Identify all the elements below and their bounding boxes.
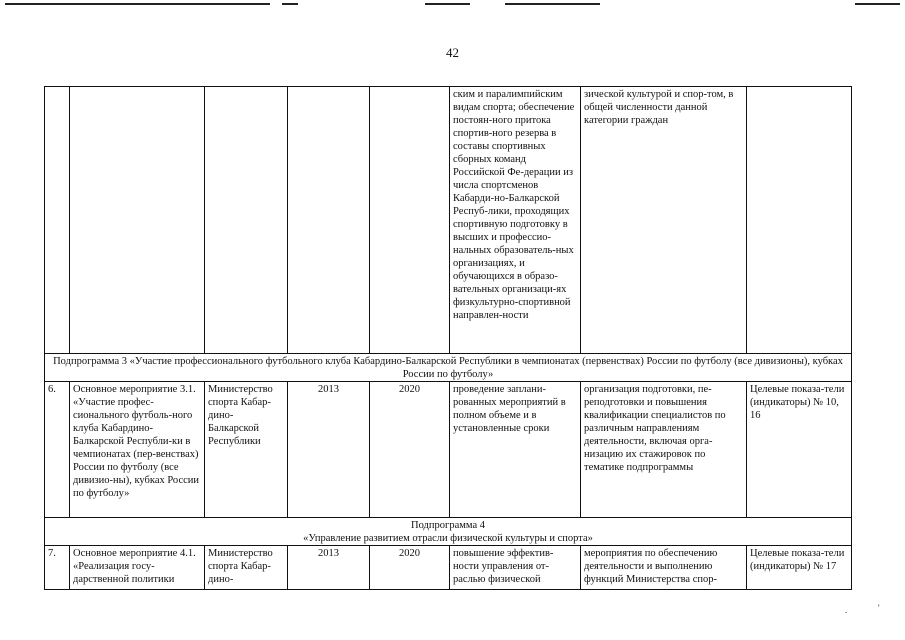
cell-executor [205, 87, 288, 354]
cell-indicators: Целевые показа-тели (индикаторы) № 17 [747, 546, 852, 590]
cell-name [70, 87, 205, 354]
cell-num: 6. [45, 382, 70, 518]
cell-indicators: Целевые показа-тели (индикаторы) № 10, 16 [747, 382, 852, 518]
scan-edge-line [425, 3, 470, 5]
cell-result: проведение заплани-рованных мероприятий в полном объеме и в установленные сроки [450, 382, 581, 518]
subprogram-row [45, 354, 852, 382]
cell-name: Основное мероприятие 3.1. «Участие профес-сионального футболь-ного клуба Кабардино-Балкарской Республи-ки в чемпионатах (пер-венствах) России по футболу (все дивизио-ны), кубках России по футболу» [70, 382, 205, 518]
cell-directions: мероприятия по обеспечению деятельности и выполнению функций Министерства спор- [581, 546, 747, 590]
subprogram-4-name: «Управление развитием отрасли физической культуры и спорта» [303, 533, 593, 544]
table-row [45, 382, 852, 518]
cell-start [288, 87, 370, 354]
cell-executor: Министерство спорта Кабар-дино- [205, 546, 288, 590]
cell-end: 2020 [370, 546, 450, 590]
cell-result: ским и паралимпийским видам спорта; обеспечение постоян-ного притока спортив-ного резерва в составы спортивных сборных команд Российской Фе-дерации из числа спортсменов Кабарди-но-Балкарской Респуб-лики, проходящих спортивную подготовку в высших и профессио-нальных образователь-ных организациях, и обучающихся в образо-вательных организаци-ях физкультурно-спортивной направлен-ности [450, 87, 581, 354]
table-row [45, 546, 852, 590]
cell-name: Основное мероприятие 4.1. «Реализация госу-дарственной политики [70, 546, 205, 590]
scan-edge-line [282, 3, 298, 5]
scan-edge-line [855, 3, 900, 5]
cell-start: 2013 [288, 546, 370, 590]
scan-speck: ' [878, 603, 880, 613]
cell-directions: зической культурой и спор-том, в общей численности данной категории граждан [581, 87, 747, 354]
cell-start: 2013 [288, 382, 370, 518]
cell-num: 7. [45, 546, 70, 590]
page-number: 42 [446, 45, 459, 60]
scan-edge-line [505, 3, 600, 5]
cell-directions: организация подготовки, пе-реподготовки и повышения квалификации специалистов по различным направлениям деятельности, включая орга-низацию их стажировок по тематике подпрограммы [581, 382, 747, 518]
subprogram-4-label: Подпрограмма 4 [411, 520, 485, 531]
subprogram-4-title [45, 518, 852, 546]
scan-speck: . [845, 605, 848, 615]
cell-end [370, 87, 450, 354]
cell-indicators [747, 87, 852, 354]
cell-result: повышение эффектив-ности управления от-раслью физической [450, 546, 581, 590]
table-row [45, 87, 852, 354]
program-table [44, 86, 852, 590]
subprogram-row [45, 518, 852, 546]
cell-num [45, 87, 70, 354]
cell-end: 2020 [370, 382, 450, 518]
scan-edge-line [5, 3, 270, 5]
cell-executor: Министерство спорта Кабар-дино-Балкарской Республики [205, 382, 288, 518]
subprogram-3-title: Подпрограмма 3 «Участие профессионального футбольного клуба Кабардино-Балкарской Республики в чемпионатах (первенствах) России по футболу (все дивизионы), кубках России по футболу» [45, 354, 852, 382]
